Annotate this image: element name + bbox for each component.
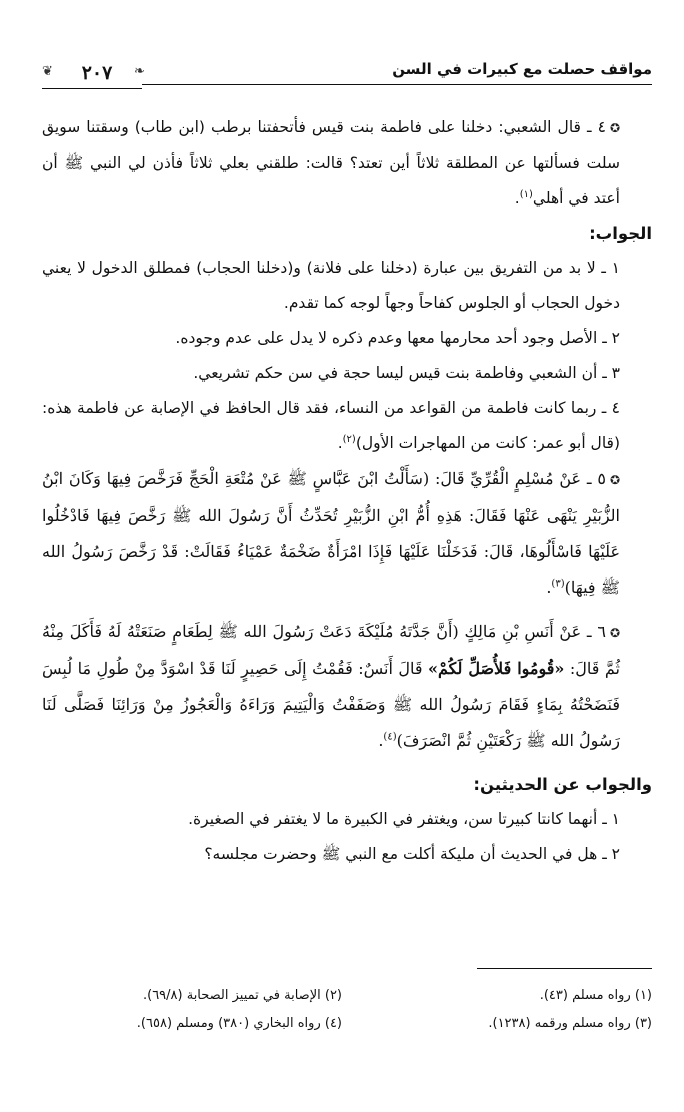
answer-item: ٢ ـ الأصل وجود أحد محارمها معها وعدم ذكره لا يدل على عدم وجوده. [175, 329, 620, 347]
answer-item: ٢ ـ هل في الحديث أن مليكة أكلت مع النبي ﷺ وحضرت مجلسه؟ [204, 845, 620, 863]
page-number: ٢٠٧ [81, 62, 113, 84]
page-header [42, 58, 652, 98]
page-number-underline [42, 88, 142, 89]
footnote-ref: (٣) [551, 578, 565, 590]
footnotes [42, 982, 652, 1038]
answer-heading: الجواب: [589, 224, 652, 243]
star-crescent-marker-icon: ✪ [609, 626, 620, 640]
answer-list [42, 251, 652, 461]
footnote-2: (٢) الإصابة في تمييز الصحابة (٦٩/٨). [142, 988, 342, 1003]
footnote-ref: (٤) [383, 731, 397, 743]
star-crescent-marker-icon: ✪ [609, 121, 620, 135]
footnote-separator [477, 968, 652, 969]
prophetic-quote: «قُومُوا فَلأُصَلِّ لَكُمْ» [428, 659, 565, 678]
spacer [42, 606, 652, 614]
paragraph-4: ✪٤ ـ قال الشعبي: دخلنا على فاطمة بنت قيس فأتحفتنا برطب (ابن طاب) وسقتنا سويق سلت فسألتها عن المطلقة ثلاثاً أين تعتد؟ قالت: طلقني بعلي ثلاثاً فأذن لي النبي ﷺ أن أعتد في أهلي$^{(١)}$. [42, 118, 620, 207]
footnote-1: (١) رواه مسلم (٤٣). [539, 988, 652, 1003]
star-crescent-marker-icon: ✪ [609, 473, 620, 487]
answer-item: ٤ ـ ربما كانت فاطمة من القواعد من النساء، فقد قال الحافظ في الإصابة عن فاطمة هذه: (قال أبو عمر: كانت من المهاجرات الأول)$^{(٢)}$. [42, 399, 620, 452]
running-title: مواقف حصلت مع كبيرات في السن [392, 60, 652, 78]
second-answer-heading: والجواب عن الحديثين: [473, 775, 652, 794]
hadith-5: ✪٥ ـ عَنْ مُسْلِمٍ الْقُرِّيِّ قَالَ: (سَأَلْتُ ابْنَ عَبَّاسٍ ﷺ عَنْ مُتْعَةِ الْحَجِّ فَرَخَّصَ فِيهَا وَكَانَ ابْنُ الزُّبَيْرِ يَنْهَى عَنْهَا فَقَالَ: هَذِهِ أُمُّ ابْنِ الزُّبَيْرِ تُحَدِّثُ أَنَّ رَسُولَ الله ﷺ رَخَّصَ فِيهَا فَادْخُلُوا عَلَيْهَا فَاسْأَلُوهَا، قَالَ: فَدَخَلْنَا عَلَيْهَا فَإِذَا امْرَأَةٌ ضَخْمَةٌ عَمْيَاءُ فَقَالَتْ: قَدْ رَخَّصَ رَسُولُ الله ﷺ فِيهَا)$^{(٣)}$. [42, 469, 621, 597]
main-text [42, 110, 652, 872]
footnote-ref: (١) [519, 188, 533, 200]
header-rule [142, 84, 652, 85]
hadith-6: ✪٦ ـ عَنْ أَنَسِ بْنِ مَالِكٍ (أَنَّ جَدَّتَهُ مُلَيْكَةَ دَعَتْ رَسُولَ الله ﷺ لِطَعَامٍ صَنَعَتْهُ لَهُ فَأَكَلَ مِنْهُ ثُمَّ قَالَ: «قُومُوا فَلأُصَلِّ لَكُمْ» قَالَ أَنَسٌ: فَقُمْتُ إِلَى حَصِيرٍ لَنَا قَدْ اسْوَدَّ مِنْ طُولِ مَا لُبِسَ فَنَضَحْتُهُ بِمَاءٍ فَقَامَ رَسُولُ الله ﷺ وَصَفَفْتُ وَالْيَتِيمَ وَرَاءَهُ وَالْعَجُوزُ مِنْ وَرَائِنَا فَصَلَّى لَنَا رَسُولُ الله ﷺ رَكْعَتَيْنِ ثُمَّ انْصَرَفَ)$^{(٤)}$. [42, 622, 620, 750]
answer-item: ١ ـ أنهما كانتا كبيرتا سن، ويغتفر في الكبيرة ما لا يغتفر في الصغيرة. [188, 810, 620, 828]
footnote-3: (٣) رواه مسلم ورقمه (١٢٣٨). [488, 1016, 652, 1031]
leaf-ornament-icon: ❦ [42, 64, 53, 79]
footnote-ref: (٢) [342, 433, 356, 445]
book-page [42, 0, 652, 1112]
spacer [42, 759, 652, 767]
leaf-ornament-icon: ❧ [134, 64, 145, 79]
answer-item: ٣ ـ أن الشعبي وفاطمة بنت قيس ليسا حجة في سن حكم تشريعي. [193, 364, 620, 382]
answer-item: ١ ـ لا بد من التفريق بين عبارة (دخلنا على فلانة) و(دخلنا الحجاب) فمطلق الدخول لا يعني دخول الحجاب أو الجلوس كفاحاً وجهاً لوجه كما تقدم. [42, 259, 620, 312]
footnote-row [42, 982, 652, 1010]
page-number-box [42, 58, 152, 94]
second-answer-list [42, 802, 652, 872]
footnote-row [42, 1010, 652, 1038]
footnote-4: (٤) رواه البخاري (٣٨٠) ومسلم (٦٥٨). [136, 1016, 342, 1031]
